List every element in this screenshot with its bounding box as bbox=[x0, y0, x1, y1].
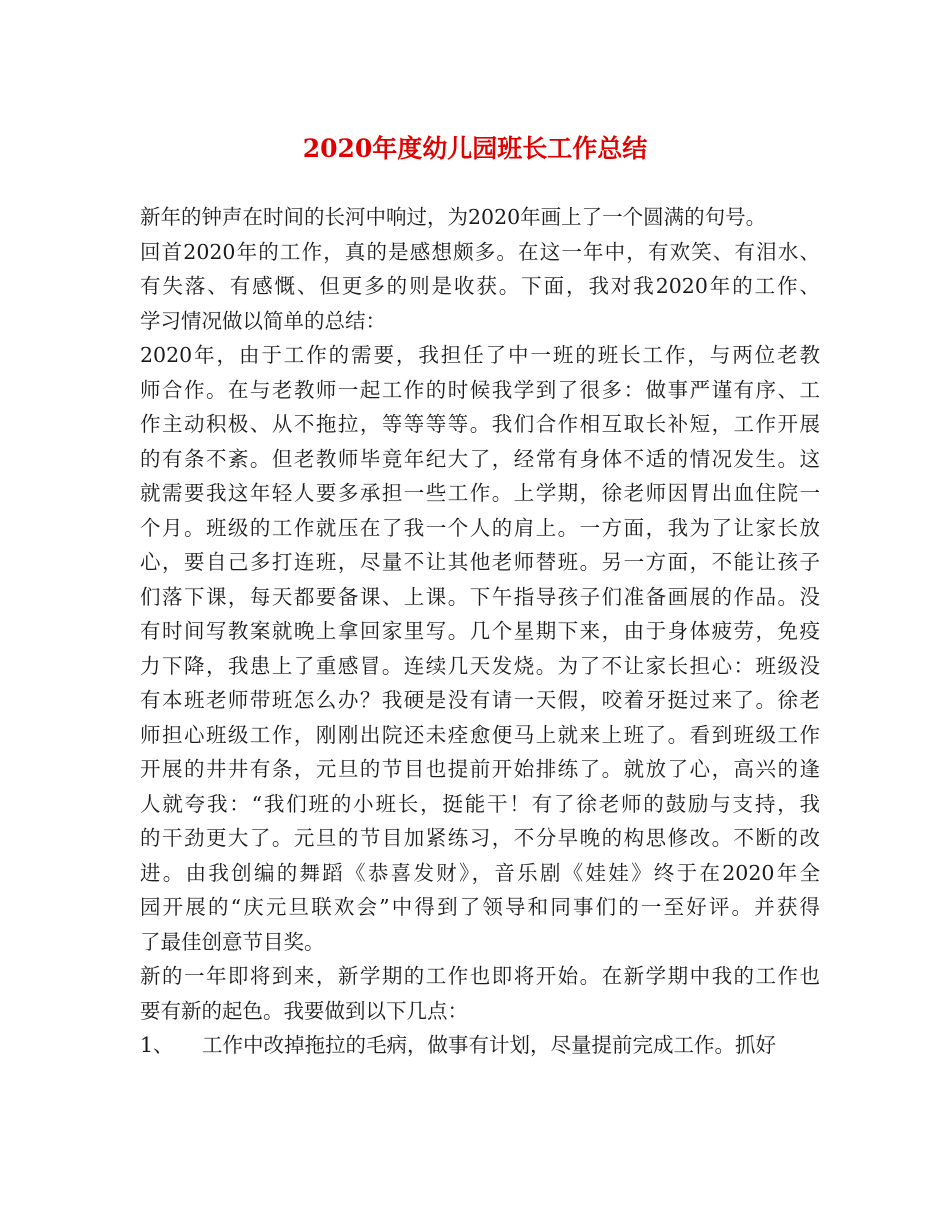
text-line: 新的一年即将到来，新学期的工作也即将开始。在新学期中我的工作也 bbox=[140, 964, 820, 988]
text-line: 开展的井井有条，元旦的节目也提前开始排练了。就放了心，高兴的逢 bbox=[140, 757, 820, 781]
text-line: 力下降，我患上了重感冒。连续几天发烧。为了不让家长担心：班级没 bbox=[140, 653, 820, 678]
text-line: 个月。班级的工作就压在了我一个人的肩上。一方面，我为了让家长放 bbox=[140, 515, 820, 540]
text-line: 心，要自己多打连班，尽量不让其他老师替班。另一方面，不能让孩子 bbox=[140, 550, 820, 574]
text-line: 回首2020年的工作，真的是感想颇多。在这一年中，有欢笑、有泪水、 bbox=[140, 239, 820, 264]
text-line: 了最佳创意节目奖。 bbox=[140, 929, 325, 954]
text-line: 师合作。在与老教师一起工作的时候我学到了很多：做事严谨有序、工 bbox=[140, 377, 820, 402]
text-line: 的有条不紊。但老教师毕竟年纪大了，经常有身体不适的情况发生。这 bbox=[140, 446, 820, 471]
text-line: 的干劲更大了。元旦的节目加紧练习，不分早晚的构思修改。不断的改 bbox=[140, 826, 820, 850]
text-line: 学习情况做以简单的总结： bbox=[140, 308, 386, 333]
text-line: 有本班老师带班怎么办？我硬是没有请一天假，咬着牙挺过来了。徐老 bbox=[140, 688, 820, 712]
list-item bbox=[140, 1028, 820, 1063]
text-line: 2020年，由于工作的需要，我担任了中一班的班长工作，与两位老教 bbox=[140, 343, 820, 367]
text-line: 人就夸我：“我们班的小班长，挺能干！有了徐老师的鼓励与支持，我 bbox=[140, 791, 820, 816]
text-line: 要有新的起色。我要做到以下几点： bbox=[140, 998, 468, 1023]
document-title: 2020年度幼儿园班长工作总结 bbox=[302, 134, 648, 163]
document-body bbox=[140, 200, 820, 1063]
text-line: 有时间写教案就晚上拿回家里写。几个星期下来，由于身体疲劳，免疫 bbox=[140, 619, 820, 643]
text-line: 作主动积极、从不拖拉，等等等等。我们合作相互取长补短，工作开展 bbox=[140, 412, 820, 436]
text-line: 新年的钟声在时间的长河中响过，为2020年画上了一个圆满的句号。 bbox=[140, 205, 767, 229]
list-item-text: 工作中改掉拖拉的毛病，做事有计划，尽量提前完成工作。抓好 bbox=[202, 1033, 776, 1057]
text-line: 进。由我创编的舞蹈《恭喜发财》，音乐剧《娃娃》终于在2020年全 bbox=[140, 860, 820, 885]
text-line: 园开展的“庆元旦联欢会”中得到了领导和同事们的一至好评。并获得 bbox=[140, 895, 820, 919]
text-line: 师担心班级工作，刚刚出院还未痊愈便马上就来上班了。看到班级工作 bbox=[140, 722, 820, 747]
text-line: 有失落、有感慨、但更多的则是收获。下面，我对我2020年的工作、 bbox=[140, 274, 820, 298]
list-item-number: 1、 bbox=[140, 1033, 174, 1057]
text-line: 们落下课，每天都要备课、上课。下午指导孩子们准备画展的作品。没 bbox=[140, 584, 820, 609]
text-line: 就需要我这年轻人要多承担一些工作。上学期，徐老师因胃出血住院一 bbox=[140, 481, 820, 505]
